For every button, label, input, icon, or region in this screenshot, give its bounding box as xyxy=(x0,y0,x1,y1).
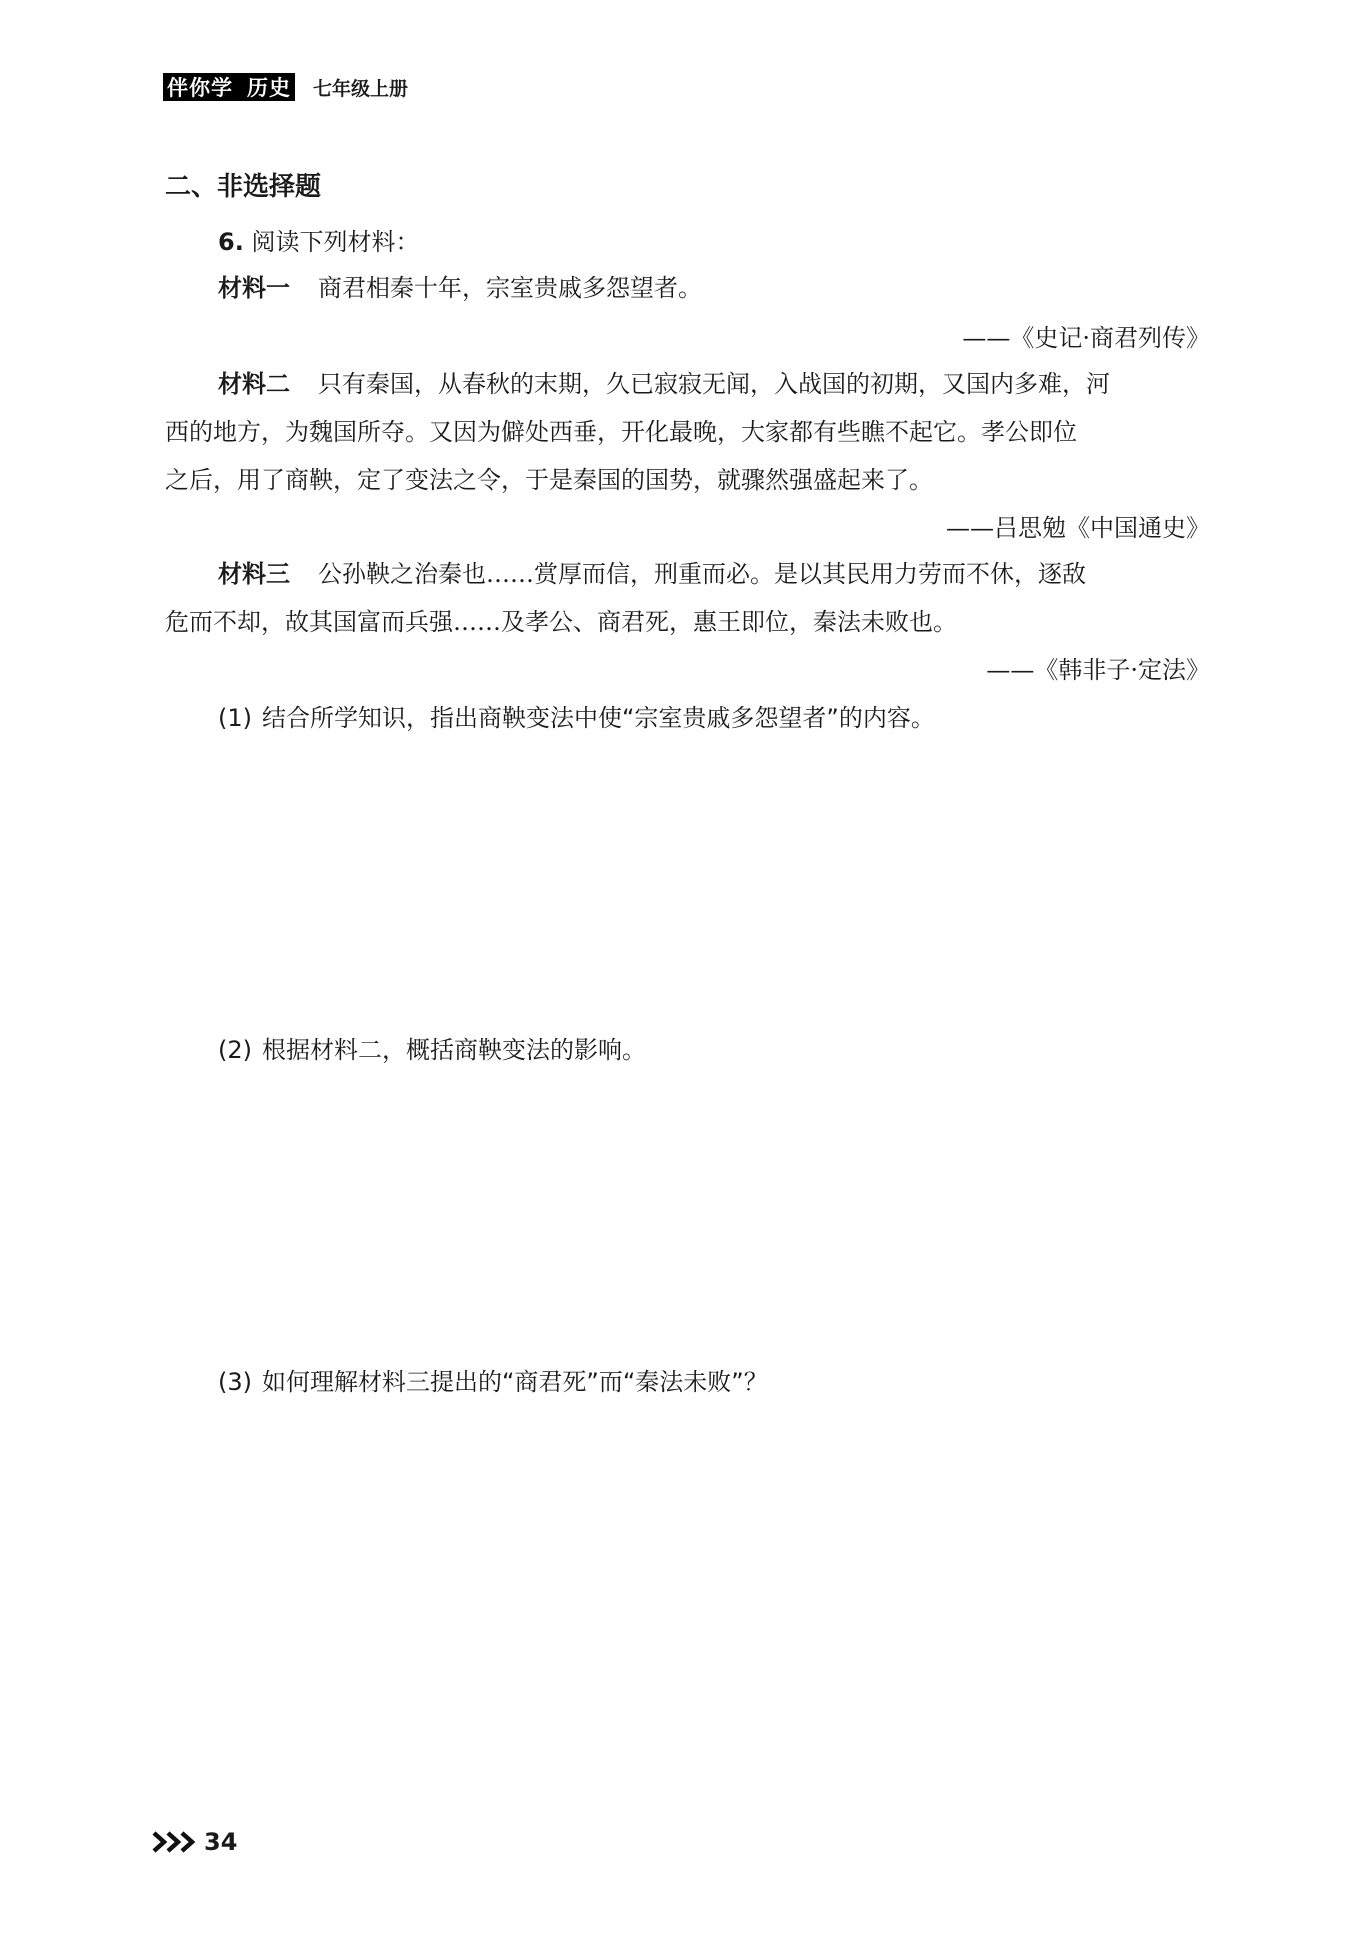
book-brand-badge xyxy=(163,73,295,101)
material-1-text: 商君相秦十年，宗室贵戚多怨望者。 xyxy=(318,274,702,302)
material-2-line-1 xyxy=(218,364,1110,399)
sub-question-2 xyxy=(218,1030,646,1065)
material-3-line-1 xyxy=(218,554,1086,589)
material-3-source: ——《韩非子·定法》 xyxy=(986,656,1210,684)
sub-question-3-number: (3) xyxy=(218,1368,252,1396)
page-header xyxy=(163,72,408,102)
sub-question-1-text: 结合所学知识，指出商鞅变法中使“宗室贵戚多怨望者”的内容。 xyxy=(262,704,935,732)
section-title: 二、非选择题 xyxy=(165,172,322,202)
page-footer xyxy=(152,1828,237,1856)
sub-question-1-number: (1) xyxy=(218,704,252,732)
sub-question-2-text: 根据材料二，概括商鞅变法的影响。 xyxy=(262,1036,646,1064)
sub-question-2-number: (2) xyxy=(218,1036,252,1064)
material-1-line-1 xyxy=(218,268,702,303)
page-number: 34 xyxy=(204,1828,238,1856)
material-3-line-2: 危而不却，故其国富而兵强……及孝公、商君死，惠王即位，秦法未败也。 xyxy=(165,608,957,636)
material-3-text-1: 公孙鞅之治秦也……赏厚而信，刑重而必。是以其民用力劳而不休，逐敌 xyxy=(318,560,1086,588)
sub-question-3 xyxy=(218,1362,768,1397)
material-3-label: 材料三 xyxy=(218,560,290,588)
material-1-label: 材料一 xyxy=(218,274,290,302)
material-1-source: ——《史记·商君列传》 xyxy=(962,324,1210,352)
question-intro xyxy=(218,222,419,257)
material-2-line-3: 之后，用了商鞅，定了变法之令，于是秦国的国势，就骤然强盛起来了。 xyxy=(165,466,933,494)
question-number: 6. xyxy=(218,228,244,256)
material-2-label: 材料二 xyxy=(218,370,290,398)
question-prompt: 阅读下列材料： xyxy=(251,228,420,256)
sub-question-3-text: 如何理解材料三提出的“商君死”而“秦法未败”？ xyxy=(262,1368,768,1396)
subject-name: 历史 xyxy=(247,76,291,100)
material-2-line-2: 西的地方，为魏国所夺。又因为僻处西垂，开化最晚，大家都有些瞧不起它。孝公即位 xyxy=(165,418,1077,446)
sub-question-1 xyxy=(218,698,935,733)
grade-label: 七年级上册 xyxy=(313,77,409,100)
triple-chevron-icon xyxy=(152,1830,198,1854)
brand-name: 伴你学 xyxy=(167,76,233,100)
material-2-source: ——吕思勉《中国通史》 xyxy=(946,514,1210,542)
material-2-text-1: 只有秦国，从春秋的末期，久已寂寂无闻，入战国的初期，又国内多难，河 xyxy=(318,370,1110,398)
